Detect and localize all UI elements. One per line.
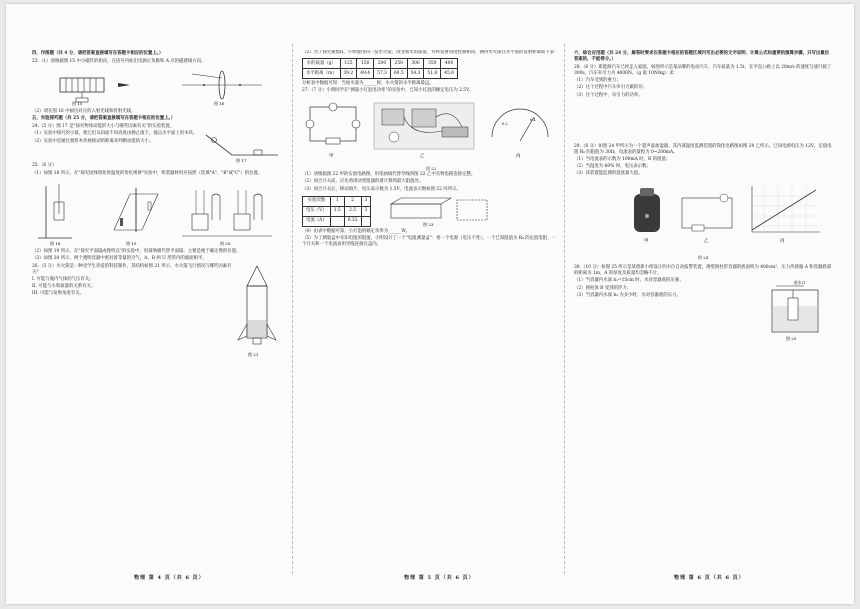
svg-text:图 20: 图 20 — [220, 240, 231, 246]
svg-text:甲: 甲 — [329, 154, 334, 160]
question-28b: （2）这个过程中汽车牵引力做的功； — [574, 85, 648, 91]
question-27d: （4）由表中数据可知，小灯泡的额定功率为______W。 — [302, 228, 411, 234]
column-divider — [564, 44, 565, 574]
page-footer: 物理 第 5 页（共 6 页） — [404, 575, 475, 581]
table-row-label: 水的质量（g） — [303, 59, 341, 69]
svg-text:图 23: 图 23 — [423, 221, 434, 227]
question-27e: （5）为了测量盒中未知电阻的阻值，小明设计了一个"电阻测量盒"：将一个电源（电压不变）、一个已知阻值为 R₀ 的定值电阻、一个开关和一个电流表用导线连接在盒内。 — [302, 235, 556, 247]
svg-text:乙: 乙 — [420, 154, 425, 160]
question-29a: （1）当电流表的示数为 100mA 时，R 的阻值； — [574, 156, 671, 162]
page-footer: 物理 第 6 页（共 6 页） — [674, 575, 745, 581]
column-divider — [292, 44, 293, 574]
figure-17 — [202, 131, 282, 163]
table-row-label: 水平距离（m） — [303, 69, 341, 79]
page-6-column — [574, 50, 832, 570]
question-27b: （2）闭合开关前，应先将滑动变阻器的滑片移到最大阻值处。 — [302, 179, 424, 185]
figure-18-20 — [32, 180, 282, 246]
svg-text:丙: 丙 — [780, 239, 785, 245]
question-29c: （3）该装置能监测的湿度最大值。 — [574, 171, 643, 177]
question-30b: （2）圆柱体 B 受到的浮力； — [574, 285, 632, 291]
figure-25-tank — [764, 278, 826, 342]
question-26-option: II. 可能与水和质量的关系有关； — [32, 284, 96, 290]
question-26d: （2）为了探究猜想II，小明使用同一发水火箭，改变加水的质量，并将发射角度控制相同，测得水火箭在水平面的发射距离如下表： — [302, 50, 559, 55]
svg-text:甲: 甲 — [644, 239, 649, 245]
rocket-data-table: 水的质量（g） 125 150 200 250 300 350 400 水平距离（m） 39.2 49.4 57.3 60.5 54.3 51.8 45.8 — [302, 58, 458, 79]
question-26-option: I. 可能与瓶内气体的气压有关； — [32, 277, 94, 283]
section-heading: 四、作图题（共 4 分，请把答案直接填写在答题卡相应的位置上。） — [32, 51, 164, 56]
figure-21-rocket — [232, 264, 282, 360]
question-23b: （2）请在图 16 中画出对应的入射光线和折射光线。 — [32, 109, 136, 115]
figure-23-box — [381, 194, 491, 228]
svg-text:图 16: 图 16 — [214, 101, 225, 107]
question-24: 24.（5 分）图 17 是"探究物体动能的大小与哪些因素有关"的实验装置。 — [32, 124, 175, 130]
svg-text:图 25: 图 25 — [786, 336, 797, 342]
question-30a: （1）当容器内水深 h₁=15cm 时，水对容器底的压强； — [574, 278, 684, 284]
question-26: 26.（5 分）水火箭是一种受学生喜爱的科技制作，其结构如图 21 所示。水火箭飞行情况与哪些因素有关？ — [32, 263, 232, 275]
page-4-column — [32, 50, 290, 570]
question-30: 30.（10 分）如图 25 所示是某创新小组设计的水位自动报警装置，薄壁圆柱形容器的底面积为 400cm²，压力传感器 A 和容器底部的距离为 1m，A 的厚度及质量均忽略不计。 — [574, 265, 832, 277]
svg-text:进水口: 进水口 — [794, 280, 806, 286]
figure-caption: 图 22 — [425, 166, 437, 172]
section-heading: 六、综合应用题（共 24 分，解答时要求在答题卡相应的答题区域内写出必要的文字说明、计算公式和重要的演算步骤，只写出最后答案的，不能得分。） — [574, 51, 830, 63]
question-27c: （3）闭合开关后，移动滑片，电压表示数为 1.5V，电流表示数如图 22 丙所示。 — [302, 186, 461, 192]
question-25a: （1）如图 18 所示，在"探究固体熔化时温度的变化规律"实验中，组装器材时应按照（选填"A"、"B"或"C"）的位置。 — [32, 170, 263, 176]
question-23: 23.（1）请根据图 15 中小磁针的指向，在括号内标出电源正负极和 A 点的磁感线方向。 — [32, 59, 206, 65]
page-footer: 物理 第 4 页（共 6 页） — [134, 575, 205, 581]
question-27a: （1）请根据图 22 甲的实验电路图，用笔画线代替导线将图 22 乙中实物电路连接完整。 — [302, 172, 476, 178]
question-26e: 分析表中数据可知：当加水量为______时，水火箭的水平距离最远。 — [302, 81, 434, 87]
question-29b: （2）当湿度为 60% 时，电压表示数； — [574, 163, 651, 169]
svg-text:图 21: 图 21 — [248, 351, 259, 357]
svg-text:图 18: 图 18 — [50, 240, 61, 246]
question-27: 27.（7 分）小明同学在"测量小灯泡电功率"的实验中，已知小灯泡的额定电压为 2.5V。 — [302, 88, 474, 94]
page-5-column — [302, 50, 560, 570]
question-24b: （2）实验中是通过观察木块被推动的距离来判断动能的大小。 — [32, 138, 154, 144]
question-25c: （3）如图 20 所示，两个透明容器中密封着等量的空气，A、B 两 U 形管内的液面相平。 — [32, 255, 207, 261]
question-30c: （3）当容器内水深 h₂ 为多少时，水对容器底的压力。 — [574, 292, 681, 298]
question-29: 29.（8 分）如图 24 甲所示为一个超声波加湿器，其内部湿度监测装置的简化电路图如图 24 乙所示。已知电源电压为 12V，定值电阻 R₀ 的阻值为 30Ω，电流表的量程为 0~200mA。 — [574, 143, 832, 155]
figure-15-16 — [32, 68, 282, 106]
question-25b: （2）如图 19 所示，在"探究平面镜成像特点"的实验中，用玻璃板代替平面镜，主要是便于确定像的位置。 — [32, 248, 241, 254]
question-28: 28.（6 分）新能源汽车已经走入家庭。如图所示是某品牌的电动汽车，汽车质量为 1.5t，在平直公路上以 20m/s 的速度匀速行驶了 300s，汽车牵引力为 4000N。（g 取 10N/kg）求： — [574, 65, 832, 77]
figure-caption: 图 24 — [697, 255, 709, 261]
svg-text:丙: 丙 — [516, 154, 521, 160]
question-24a: （1）实验中探究的小球，使它们从斜面不同高度由静止滚下，撞击水平面上的木块。 — [32, 131, 198, 137]
question-26-option: III. 可能与发射角度有关。 — [32, 291, 84, 297]
svg-text:0.2: 0.2 — [502, 122, 508, 127]
svg-text:图 15: 图 15 — [72, 101, 83, 107]
exam-sheet — [6, 4, 854, 604]
question-28c: （3）这个过程中，牵引力的功率。 — [574, 92, 643, 98]
question-25: 25.（6 分） — [32, 163, 57, 169]
svg-text:图 17: 图 17 — [236, 158, 247, 164]
svg-text:乙: 乙 — [704, 239, 709, 245]
svg-text:0.4: 0.4 — [530, 118, 536, 123]
section-heading: 五、实验探究题（共 25 分，请把答案直接填写在答题卡相应的位置上。） — [32, 116, 176, 122]
figure-24-humidifier — [574, 180, 830, 252]
svg-text:图 19: 图 19 — [126, 240, 137, 246]
figure-22-circuit — [302, 97, 558, 163]
lamp-data-table: 实验次数 1 2 3 电压（V） 1.5 2.5 3 电流（A） 0.32 — [302, 196, 371, 227]
question-28a: （1）汽车受到的重力； — [574, 78, 621, 84]
